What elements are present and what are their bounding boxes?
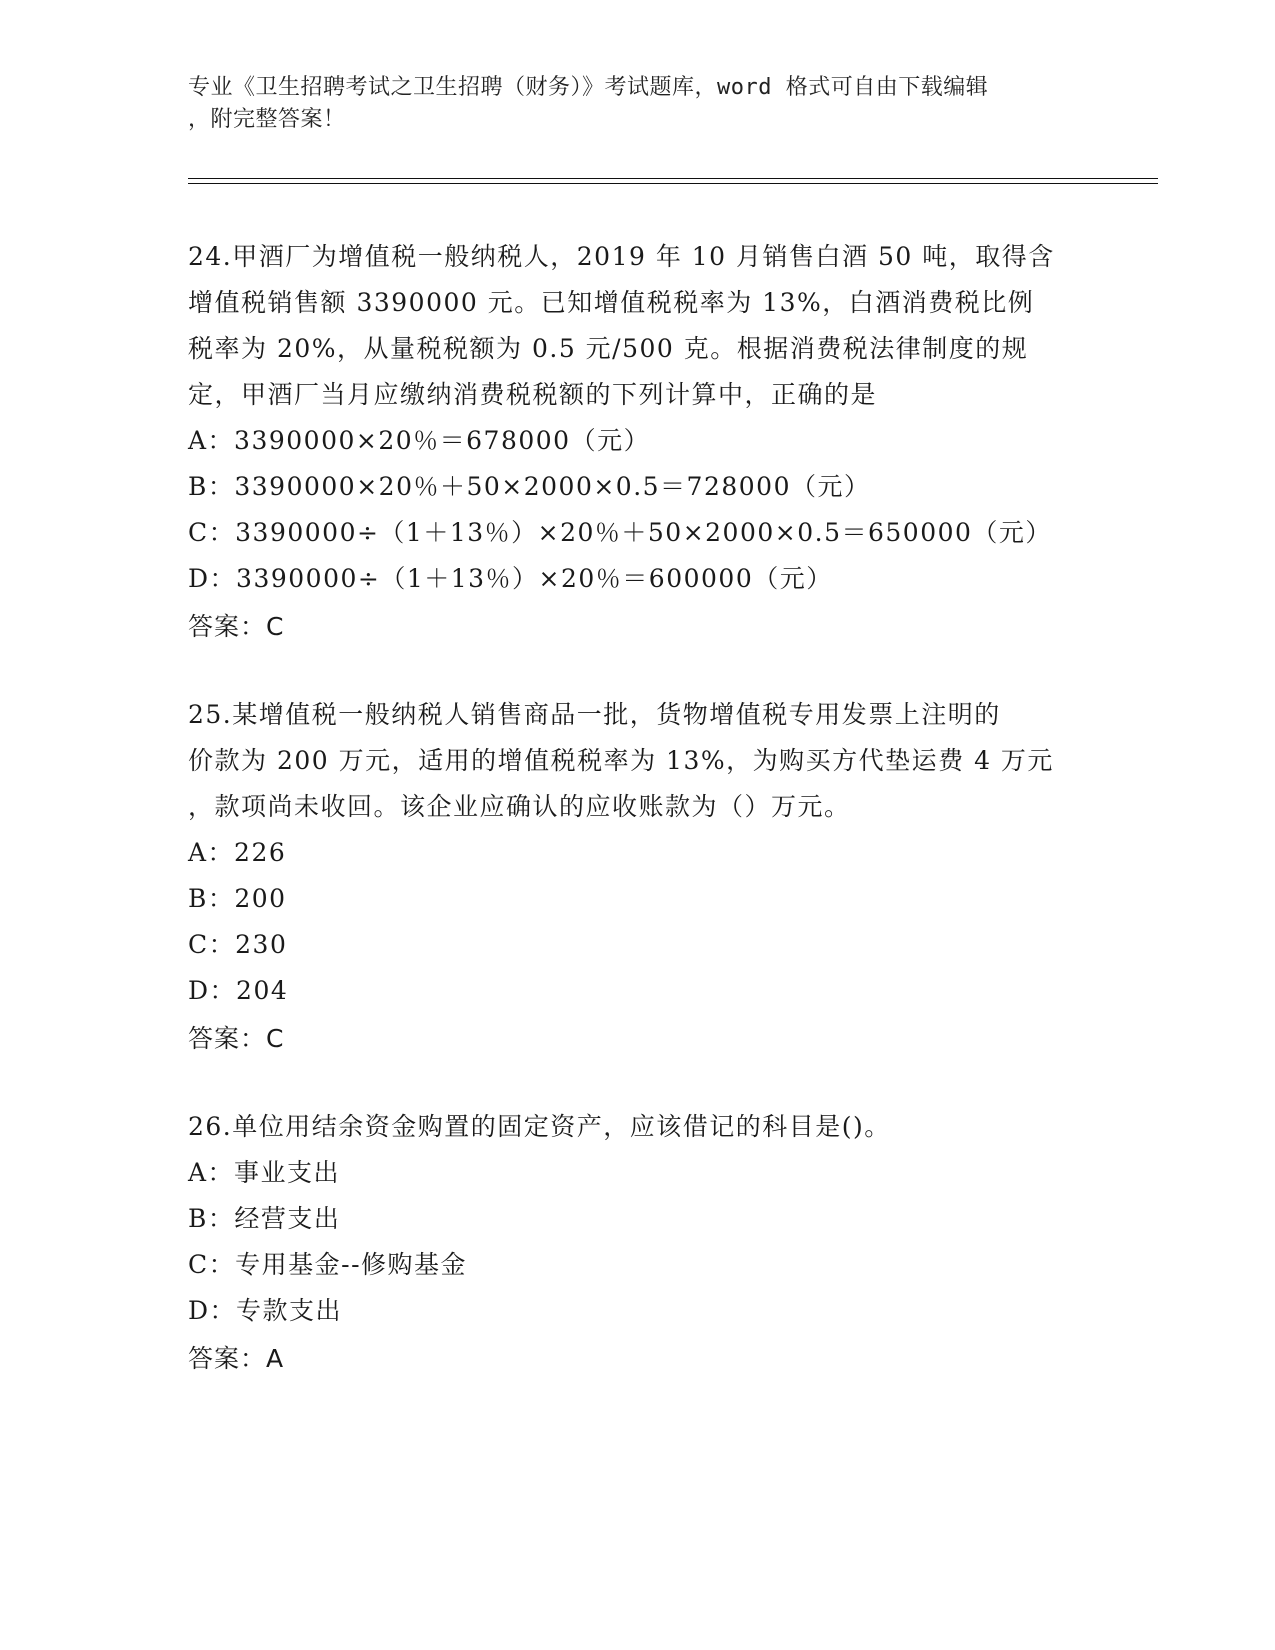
header-divider-top (188, 178, 1158, 179)
header-line-1: 专业《卫生招聘考试之卫生招聘（财务）》考试题库，word 格式可自由下载编辑 (188, 75, 989, 100)
option-a: A：事业支出 (188, 1158, 341, 1187)
header-line-2: ，附完整答案！ (188, 107, 346, 132)
question-text (188, 1104, 1088, 1150)
answer-label: 答案：C (188, 612, 285, 641)
question-line: 24.甲酒厂为增值税一般纳税人，2019 年 10 月销售白酒 50 吨，取得含 (188, 242, 1055, 271)
question-25 (188, 692, 1088, 1062)
question-line: ，款项尚未收回。该企业应确认的应收账款为（）万元。 (188, 792, 851, 821)
option-b: B：200 (188, 884, 287, 913)
question-text (188, 234, 1088, 418)
option-a: A：226 (188, 838, 287, 867)
question-line: 25.某增值税一般纳税人销售商品一批，货物增值税专用发票上注明的 (188, 700, 1001, 729)
option-c: C：3390000÷（1＋13％）×20％＋50×2000×0.5＝650000（元） (188, 518, 1052, 547)
option-c: C：专用基金--修购基金 (188, 1250, 468, 1279)
option-d: D：3390000÷（1＋13％）×20％＝600000（元） (188, 564, 833, 593)
option-b: B：3390000×20％＋50×2000×0.5＝728000（元） (188, 472, 871, 501)
question-line: 增值税销售额 3390000 元。已知增值税税率为 13%，白酒消费税比例 (188, 288, 1035, 317)
option-a: A：3390000×20％＝678000（元） (188, 426, 651, 455)
option-c: C：230 (188, 930, 288, 959)
question-line: 26.单位用结余资金购置的固定资产，应该借记的科目是()。 (188, 1112, 891, 1141)
header-divider-bottom (188, 183, 1158, 184)
question-26 (188, 1104, 1088, 1382)
answer-label: 答案：C (188, 1024, 285, 1053)
document-header (188, 72, 1088, 136)
answer-label: 答案：A (188, 1344, 285, 1373)
question-24 (188, 234, 1088, 650)
question-text (188, 692, 1088, 830)
option-d: D：204 (188, 976, 289, 1005)
question-line: 定，甲酒厂当月应缴纳消费税税额的下列计算中，正确的是 (188, 380, 878, 409)
question-line: 价款为 200 万元，适用的增值税税率为 13%，为购买方代垫运费 4 万元 (188, 746, 1054, 775)
option-d: D：专款支出 (188, 1296, 343, 1325)
question-line: 税率为 20%，从量税税额为 0.5 元/500 克。根据消费税法律制度的规 (188, 334, 1029, 363)
option-b: B：经营支出 (188, 1204, 341, 1233)
